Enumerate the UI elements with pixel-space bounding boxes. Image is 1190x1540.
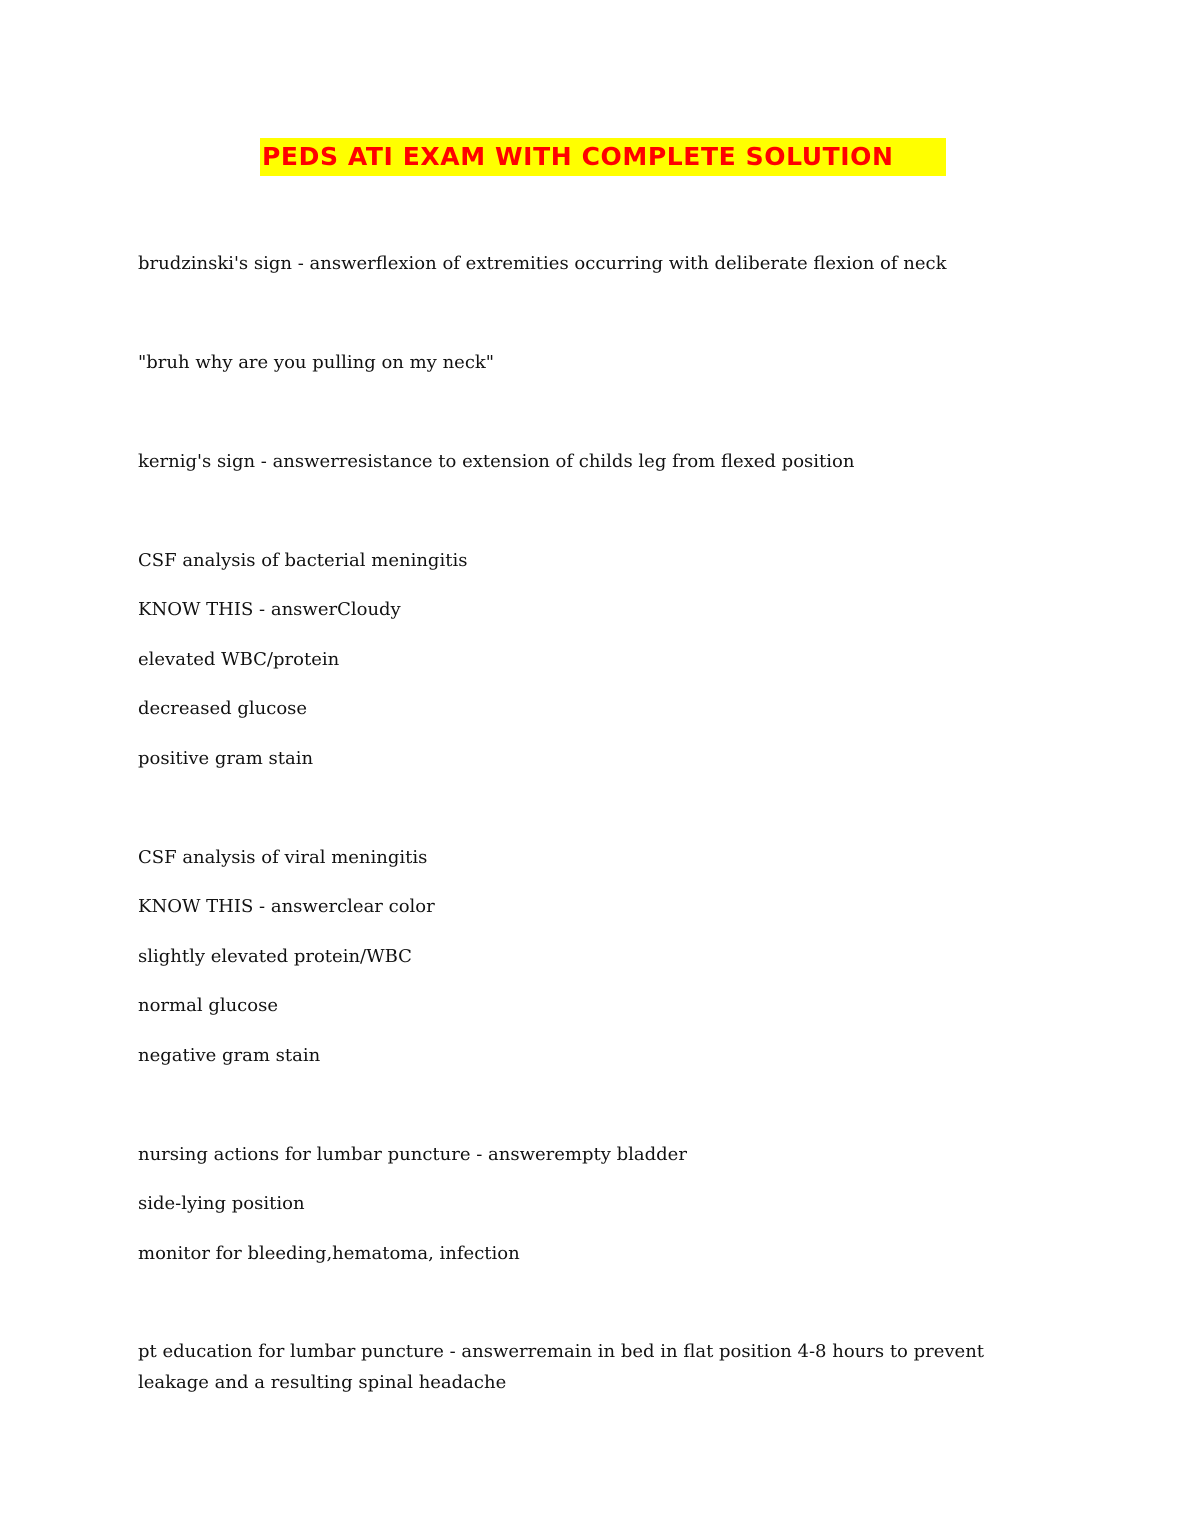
qa-line-monitor-bleeding: monitor for bleeding,hematoma, infection bbox=[138, 1243, 520, 1264]
title-highlight bbox=[260, 138, 946, 176]
qa-line-negative-gram: negative gram stain bbox=[138, 1045, 321, 1066]
qa-line-know-this-cloudy: KNOW THIS - answerCloudy bbox=[138, 599, 401, 620]
qa-line-positive-gram: positive gram stain bbox=[138, 748, 314, 769]
qa-line-know-this-clear: KNOW THIS - answerclear color bbox=[138, 896, 435, 917]
qa-line-csf-viral: CSF analysis of viral meningitis bbox=[138, 847, 428, 868]
qa-line-lumbar-education: pt education for lumbar puncture - answerremain in bed in flat position 4-8 hours to prevent leakage and a resulting spinal headache bbox=[138, 1341, 985, 1393]
qa-line-side-lying: side-lying position bbox=[138, 1193, 305, 1214]
qa-line-slightly-elevated: slightly elevated protein/WBC bbox=[138, 946, 412, 967]
qa-line-kernig: kernig's sign - answerresistance to extension of childs leg from flexed position bbox=[138, 451, 855, 472]
qa-line-brudzinski: brudzinski's sign - answerflexion of extremities occurring with deliberate flexion of neck bbox=[138, 253, 947, 274]
qa-line-elevated-wbc: elevated WBC/protein bbox=[138, 649, 340, 670]
qa-line-decreased-glucose: decreased glucose bbox=[138, 698, 308, 719]
qa-line-normal-glucose: normal glucose bbox=[138, 995, 278, 1016]
qa-line-csf-bacterial: CSF analysis of bacterial meningitis bbox=[138, 550, 468, 571]
document-title: PEDS ATI EXAM WITH COMPLETE SOLUTION bbox=[262, 142, 894, 171]
qa-line-mnemonic: "bruh why are you pulling on my neck" bbox=[138, 352, 495, 373]
qa-line-lumbar-actions: nursing actions for lumbar puncture - answerempty bladder bbox=[138, 1144, 687, 1165]
